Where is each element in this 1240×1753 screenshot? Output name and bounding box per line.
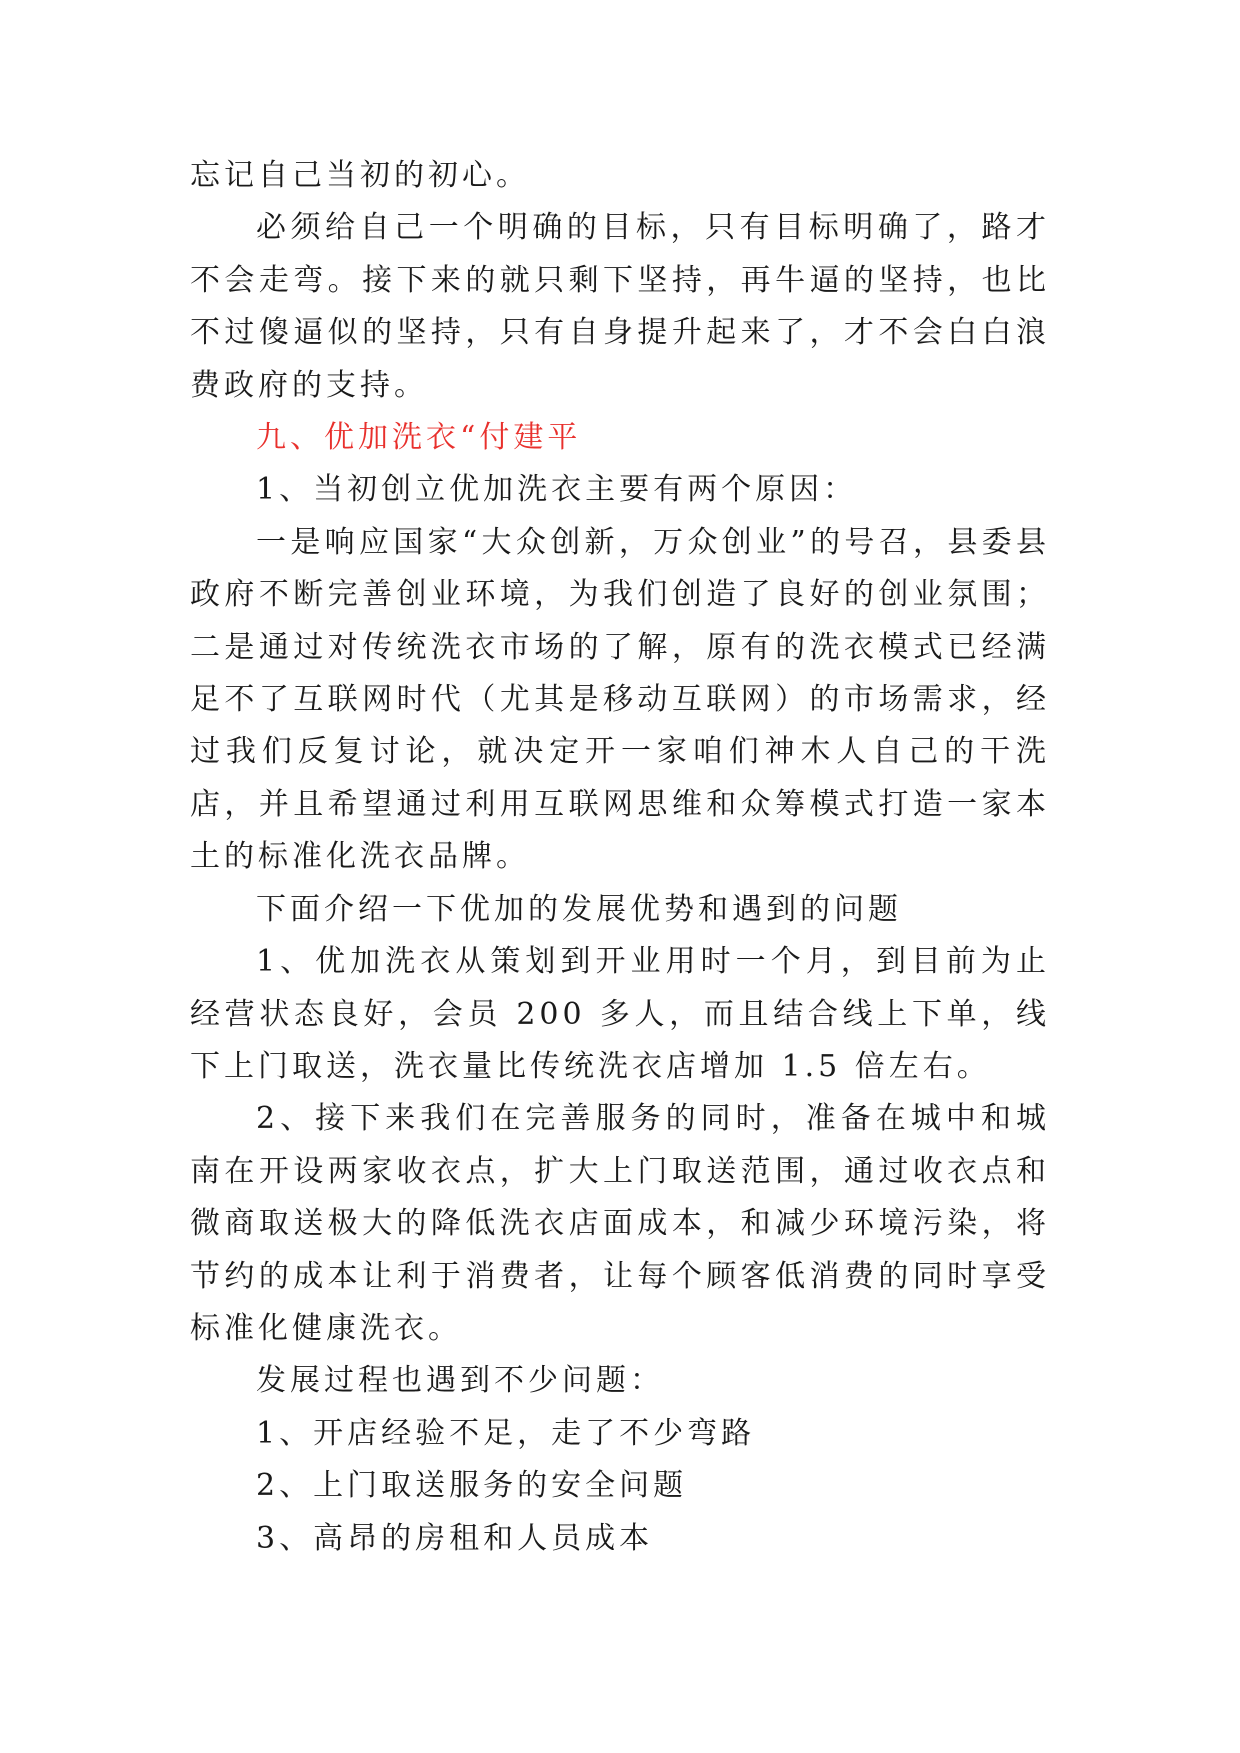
document-page [190,150,1050,1565]
paragraph-problems-intro: 发展过程也遇到不少问题： [256,1363,664,1399]
paragraph-goal: 必须给自己一个明确的目标，只有目标明确了，路才不会走弯。接下来的就只剩下坚持，再牛逼的坚持，也比不过傻逼似的坚持，只有自身提升起来了，才不会白白浪费政府的支持。 [190,210,1050,403]
paragraph-reasons-intro: 1、当初创立优加洗衣主要有两个原因： [256,472,858,508]
list-item-problem-2: 2、上门取送服务的安全问题 [256,1468,688,1504]
paragraph-advantage-1: 1、优加洗衣从策划到开业用时一个月，到目前为止经营状态良好，会员 200 多人，而且结合线上下单，线下上门取送，洗衣量比传统洗衣店增加 1.5 倍左右。 [190,944,1050,1084]
paragraph-advantages-intro: 下面介绍一下优加的发展优势和遇到的问题 [256,891,902,927]
paragraph-advantage-2: 2、接下来我们在完善服务的同时，准备在城中和城南在开设两家收衣点，扩大上门取送范围，通过收衣点和微商取送极大的降低洗衣店面成本，和减少环境污染，将节约的成本让利于消费者，让每个顾客低消费的同时享受标准化健康洗衣。 [190,1101,1050,1346]
list-item-problem-1: 1、开店经验不足，走了不少弯路 [256,1415,756,1451]
section-heading: 九、优加洗衣“付建平 [256,420,582,456]
paragraph-continuation: 忘记自己当初的初心。 [190,158,530,193]
list-item-problem-3: 3、高昂的房租和人员成本 [256,1520,654,1556]
paragraph-reasons-detail: 一是响应国家“大众创新，万众创业”的号召，县委县政府不断完善创业环境，为我们创造了良好的创业氛围；二是通过对传统洗衣市场的了解，原有的洗衣模式已经满足不了互联网时代（尤其是移动互联网）的市场需求，经过我们反复讨论，就决定开一家咱们神木人自己的干洗店，并且希望通过利用互联网思维和众筹模式打造一家本土的标准化洗衣品牌。 [190,524,1050,875]
